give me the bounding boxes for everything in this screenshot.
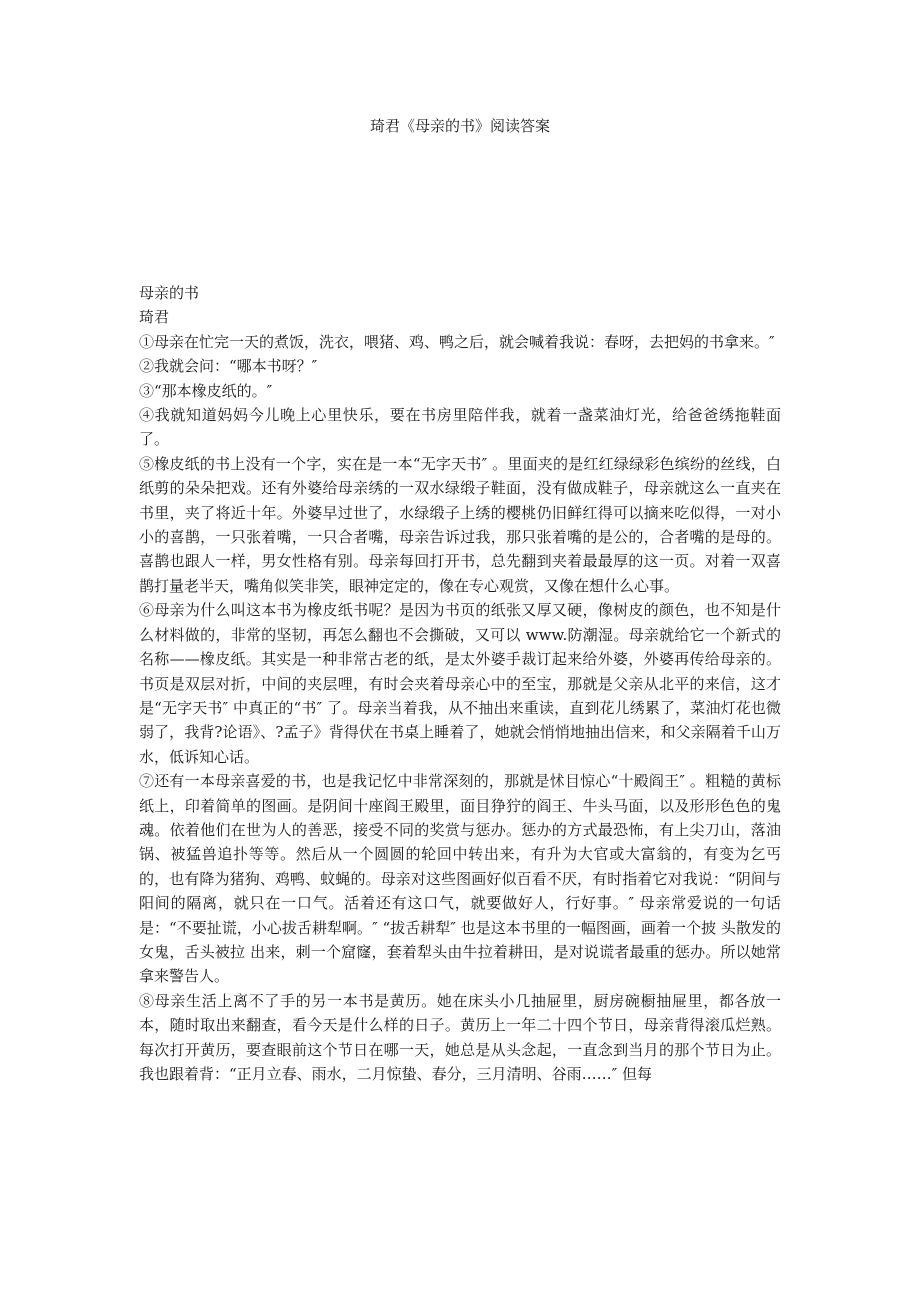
- paragraph: ⑧母亲生活上离不了手的另一本书是黄历。她在床头小几抽屉里，厨房碗橱抽屉里，都各放一本，随时取出来翻查，看今天是什么样的日子。黄历上一年二十四个节日，母亲背得滚瓜烂熟。每次打开黄历，要查眼前这个节日在哪一天，她总是从头念起，一直念到当月的那个节日为止。我也跟着背：“正月立春、雨水，二月惊蛰、春分，三月清明、谷雨……″ 但每: [139, 991, 781, 1083]
- article-author: 琦君: [139, 308, 170, 327]
- document-title: 琦君《母亲的书》阅读答案: [369, 117, 550, 135]
- paragraph: ③“那本橡皮纸的。″: [139, 381, 273, 400]
- paragraph: ①母亲在忙完一天的煮饭，洗衣，喂猪、鸡、鸭之后，就会喊着我说：春呀，去把妈的书拿来。″: [139, 332, 775, 351]
- paragraph: ⑤橡皮纸的书上没有一个字，实在是一本“无字天书″ 。里面夹的是红红绿绿彩色缤纷的丝线，白纸剪的朵朵把戏。还有外婆给母亲绣的一双水绿缎子鞋面，没有做成鞋子，母亲就这么一直夹在书里，夹了将近十年。外婆早过世了，水绿缎子上绣的樱桃仍旧鲜红得可以摘来吃似得，一对小小的喜鹊，一只张着嘴，一只合者嘴，母亲告诉过我，那只张着嘴的是公的，合者嘴的是母的。喜鹊也跟人一样，男女性格有别。母亲每回打开书，总先翻到夹着最最厚的这一页。对着一双喜鹊打量老半天，嘴角似笑非笑，眼神定定的，像在专心观赏，又像在想什么心事。: [139, 454, 781, 595]
- paragraph: ④我就知道妈妈今儿晚上心里快乐，要在书房里陪伴我，就着一盏菜油灯光，给爸爸绣拖鞋面了。: [139, 406, 781, 449]
- article-body: [139, 281, 781, 1086]
- paragraph: ⑦还有一本母亲喜爱的书，也是我记忆中非常深刻的，那就是怵目惊心“十殿阎王″ 。粗糙的黄标纸上，印着简单的图画。是阴间十座阎王殿里，面目狰狞的阎王、牛头马面，以及形形色色的鬼魂。依着他们在世为人的善恶，接受不同的奖赏与惩办。惩办的方式最恐怖，有上尖刀山，落油锅、被猛兽追扑等等。然后从一个圆圆的轮回中转出来，有升为大官或大富翁的，有变为乞丐的，也有降为猪狗、鸡鸭、蚊蝇的。母亲对这些图画好似百看不厌，有时指着它对我说：“阴间与 阳间的隔离，就只在一口气。活着还有这口气，就要做好人，行好事。″ 母亲常爱说的一句话是：“不要扯谎，小心拔舌耕犁啊。″ “拔舌耕犁″ 也是这本书里的一幅图画，画着一个披 头散发的女鬼，舌头被拉 出来，刺一个窟窿，套着犁头由牛拉着耕田，是对说谎者最重的惩办。所以她常拿来警告人。: [139, 772, 781, 986]
- paragraph: ②我就会问：“哪本书呀？″: [139, 357, 318, 376]
- paragraph: ⑥母亲为什么叫这本书为橡皮纸书呢？是因为书页的纸张又厚又硬，像树皮的颜色，也不知是什么材料做的，非常的坚韧，再怎么翻也不会撕破，又可以 www.防潮湿。母亲就给它一个新式的名称——橡皮纸。其实是一种非常古老的纸，是太外婆手裁订起来给外婆，外婆再传给母亲的。书页是双层对折，中间的夹层哩，有时会夹着母亲心中的至宝，那就是父亲从北平的来信，这才是“无字天书″ 中真正的“书″ 了。母亲当着我，从不抽出来重读，直到花儿绣累了，菜油灯花也微弱了，我背?论语》、?孟子》背得伏在书桌上睡着了，她就会悄悄地抽出信来，和父亲隔着千山万水，低诉知心话。: [139, 601, 781, 766]
- article-title: 母亲的书: [139, 284, 200, 302]
